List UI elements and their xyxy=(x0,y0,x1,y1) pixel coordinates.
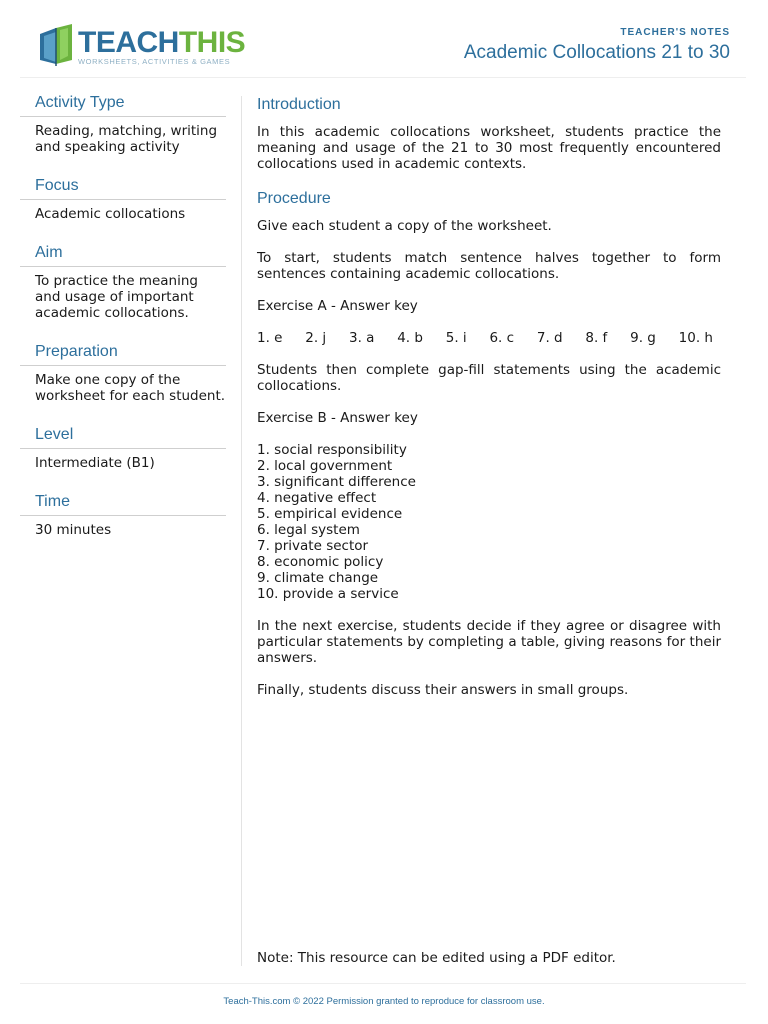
logo-wordmark xyxy=(78,26,245,60)
main-content xyxy=(257,94,721,714)
preparation-section xyxy=(20,343,226,404)
teach-this-logo xyxy=(36,22,246,70)
exercise-b-answer-key xyxy=(257,442,721,602)
exercise-b-answer: 7. private sector xyxy=(257,538,369,554)
aim-text: To practice the meaning and usage of important academic collocations. xyxy=(35,273,198,321)
document-title: Academic Collocations 21 to 30 xyxy=(463,42,730,63)
aim-heading: Aim xyxy=(20,244,226,267)
exercise-b-answer: 9. climate change xyxy=(257,570,379,586)
preparation-heading: Preparation xyxy=(20,343,226,366)
procedure-step-3: Students then complete gap-fill statements using the academic collocations. xyxy=(257,362,721,394)
editing-note: Note: This resource can be edited using a PDF editor. xyxy=(257,950,616,966)
exercise-b-answer: 4. negative effect xyxy=(257,490,377,506)
exercise-a-answer: 6. c xyxy=(489,330,515,346)
procedure-step-1: Give each student a copy of the worksheet. xyxy=(257,218,552,234)
time-section xyxy=(20,493,226,538)
procedure-step-5: Finally, students discuss their answers in small groups. xyxy=(257,682,629,698)
exercise-a-answer: 9. g xyxy=(630,330,656,346)
exercise-b-answer: 5. empirical evidence xyxy=(257,506,403,522)
exercise-b-answer: 1. social responsibility xyxy=(257,442,407,458)
exercise-b-heading: Exercise B - Answer key xyxy=(257,410,418,426)
exercise-a-answer: 7. d xyxy=(536,330,563,346)
introduction-text: In this academic collocations worksheet, students practice the meaning and usage of the 21 to 30 most frequently encountered collocations used in academic contexts. xyxy=(257,124,721,172)
page-header xyxy=(0,0,768,80)
time-text: 30 minutes xyxy=(35,522,112,538)
exercise-b-answer: 8. economic policy xyxy=(257,554,384,570)
exercise-a-answer: 8. f xyxy=(585,330,608,346)
exercise-b-answer: 3. significant difference xyxy=(257,474,416,490)
logo-word-this: THIS xyxy=(178,26,246,59)
time-heading: Time xyxy=(20,493,226,516)
procedure-heading: Procedure xyxy=(257,190,331,207)
exercise-b-answer: 6. legal system xyxy=(257,522,360,538)
activity-type-text: Reading, matching, writing and speaking activity xyxy=(35,123,218,155)
focus-section xyxy=(20,177,226,222)
footer-divider xyxy=(20,983,746,984)
focus-text: Academic collocations xyxy=(35,206,186,222)
logo-tagline: WORKSHEETS, ACTIVITIES & GAMES xyxy=(78,57,231,66)
activity-type-section xyxy=(20,94,226,155)
level-heading: Level xyxy=(20,426,226,449)
book-logo-icon xyxy=(36,22,76,68)
exercise-a-answer: 10. h xyxy=(678,330,713,346)
level-text: Intermediate (B1) xyxy=(35,455,155,471)
activity-type-heading: Activity Type xyxy=(20,94,226,117)
column-divider xyxy=(241,96,242,966)
exercise-a-heading: Exercise A - Answer key xyxy=(257,298,418,314)
header-divider xyxy=(20,77,746,78)
exercise-a-answer: 5. i xyxy=(445,330,467,346)
exercise-a-answer-key xyxy=(257,330,713,346)
preparation-text: Make one copy of the worksheet for each student. xyxy=(35,372,226,404)
introduction-heading: Introduction xyxy=(257,96,341,113)
sidebar xyxy=(20,94,226,560)
exercise-b-answer: 10. provide a service xyxy=(257,586,399,602)
teachers-notes-label: TEACHER'S NOTES xyxy=(620,27,730,38)
exercise-b-answer: 2. local government xyxy=(257,458,393,474)
exercise-a-answer: 1. e xyxy=(257,330,283,346)
exercise-a-answer: 4. b xyxy=(397,330,423,346)
footer-copyright: Teach-This.com © 2022 Permission granted to reproduce for classroom use. xyxy=(223,996,545,1007)
procedure-step-4: In the next exercise, students decide if they agree or disagree with particular statements by completing a table, giving reasons for their answers. xyxy=(257,618,721,666)
focus-heading: Focus xyxy=(20,177,226,200)
level-section xyxy=(20,426,226,471)
exercise-a-answer: 3. a xyxy=(348,330,375,346)
aim-section xyxy=(20,244,226,321)
logo-word-teach: TEACH xyxy=(78,26,179,59)
exercise-a-answer: 2. j xyxy=(305,330,327,346)
procedure-step-2: To start, students match sentence halves together to form sentences containing academic collocations. xyxy=(257,250,721,282)
